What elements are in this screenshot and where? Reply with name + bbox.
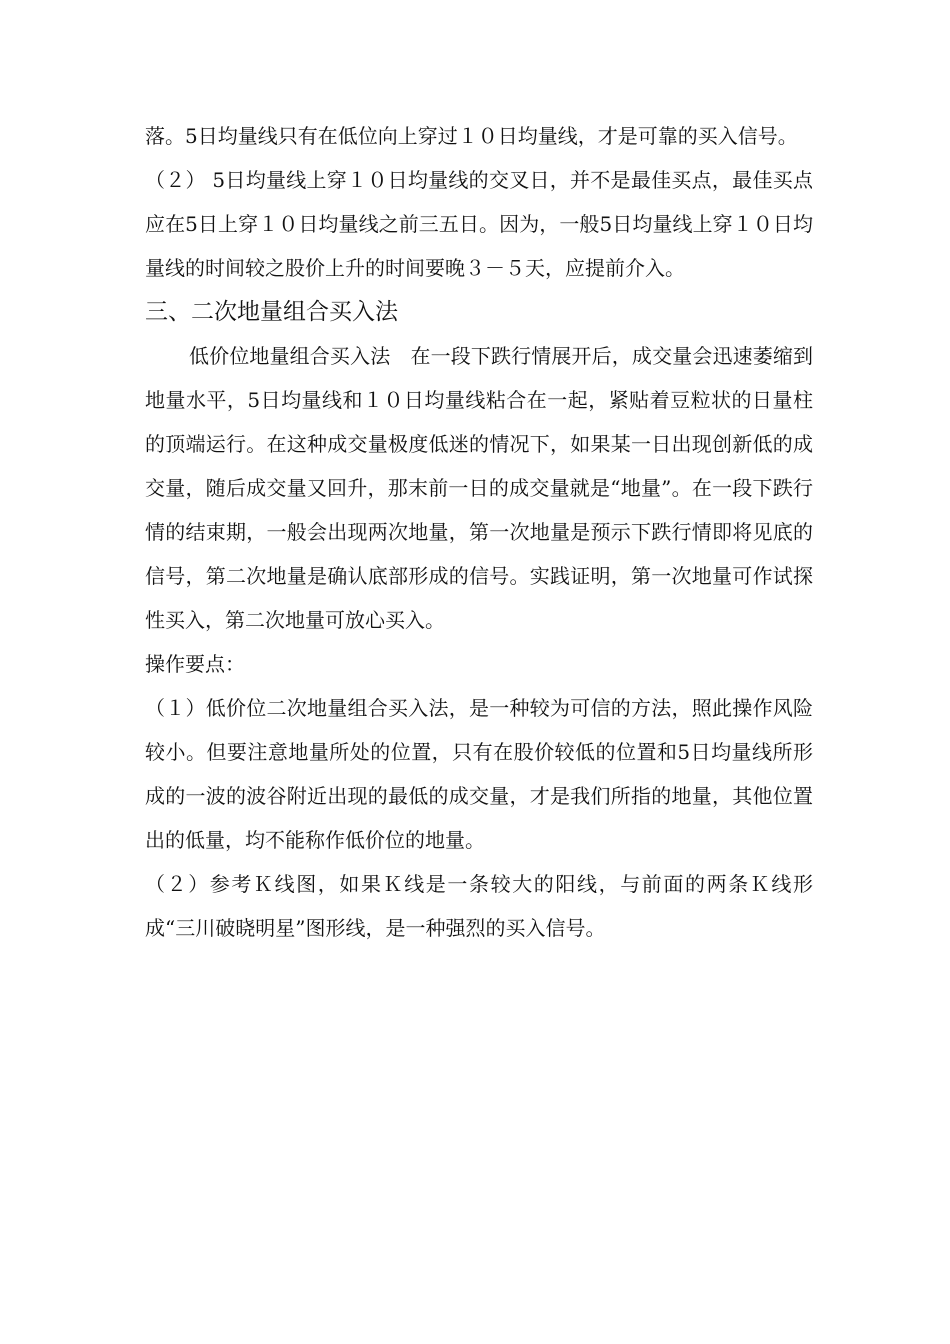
- paragraph-key-points-label: 操作要点：: [145, 652, 245, 676]
- paragraph-continuation: 落。5日均量线只有在低位向上穿过１０日均量线，才是可靠的买入信号。: [145, 124, 798, 148]
- section-heading: 三、二次地量组合买入法: [145, 299, 398, 325]
- paragraph-point-2: （２） 5日均量线上穿１０日均量线的交叉日，并不是最佳买点，最佳买点应在5日上穿１０日均量线之前三五日。因为，一般5日均量线上穿１０日均量线的时间较之股价上升的时间要晚３－５天，应提前介入。: [145, 168, 813, 280]
- paragraph-key-point-2: （２）参考Ｋ线图，如果Ｋ线是一条较大的阳线，与前面的两条Ｋ线形成“三川破晓明星”图形线，是一种强烈的买入信号。: [145, 872, 813, 940]
- paragraph-key-point-1: （１）低价位二次地量组合买入法，是一种较为可信的方法，照此操作风险较小。但要注意地量所处的位置，只有在股价较低的位置和5日均量线所形成的一波的波谷附近出现的最低的成交量，才是我们所指的地量，其他位置出的低量，均不能称作低价位的地量。: [145, 696, 813, 852]
- paragraph-method-description: 低价位地量组合买入法 在一段下跌行情展开后，成交量会迅速萎缩到地量水平，5日均量线和１０日均量线粘合在一起，紧贴着豆粒状的日量柱的顶端运行。在这种成交量极度低迷的情况下，如果某一日出现创新低的成交量，随后成交量又回升，那末前一日的成交量就是“地量”。在一段下跌行情的结束期，一般会出现两次地量，第一次地量是预示下跌行情即将见底的信号，第二次地量是确认底部形成的信号。实践证明，第一次地量可作试探性买入，第二次地量可放心买入。: [145, 344, 813, 632]
- document-body: [145, 114, 813, 950]
